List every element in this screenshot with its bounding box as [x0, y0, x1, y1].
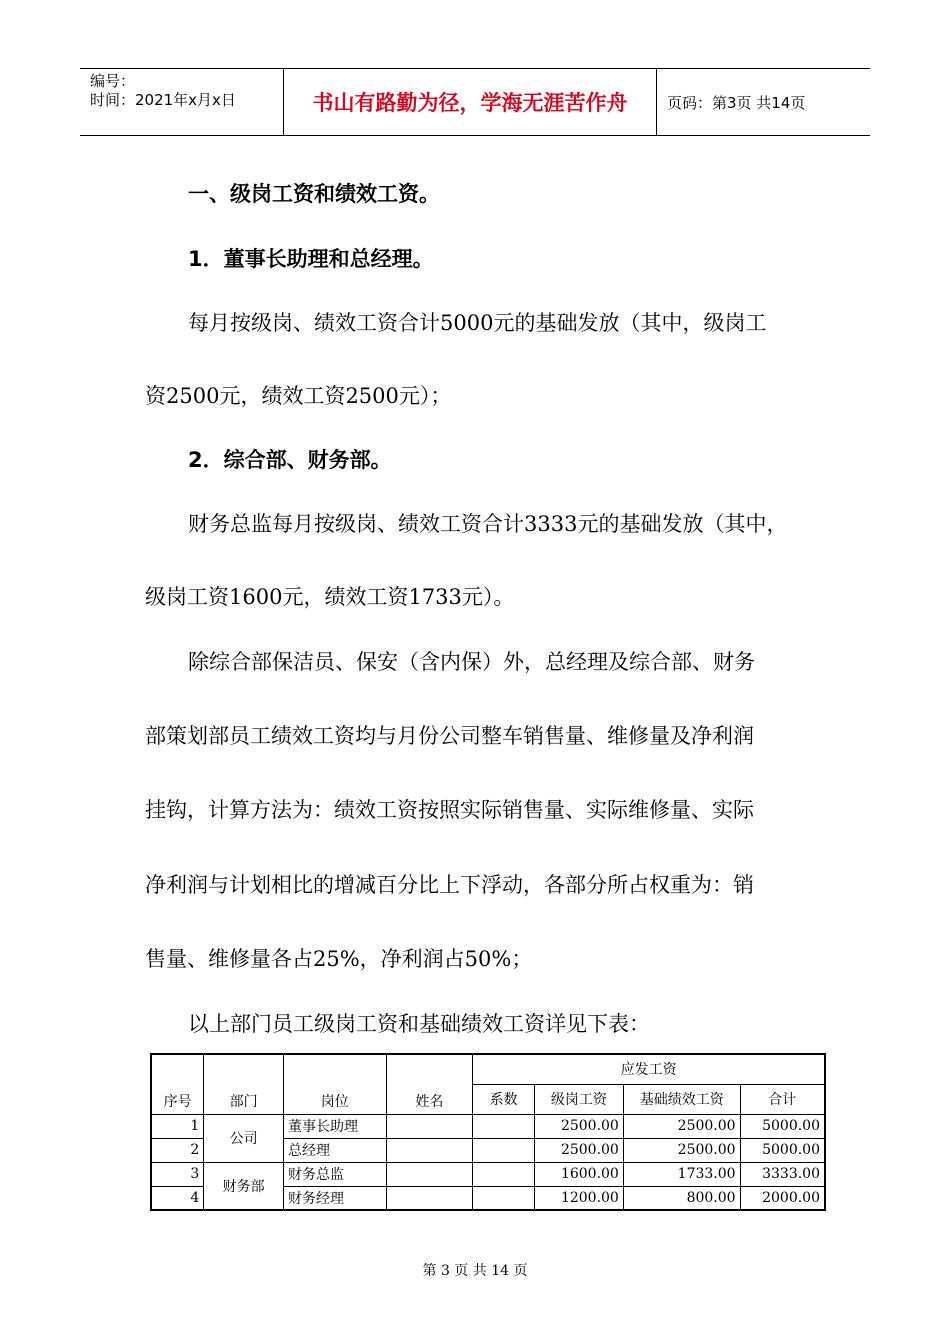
cell-total: 5000.00 [740, 1138, 825, 1162]
paragraph-line: 净利润与计划相比的增减百分比上下浮动，各部分所占权重为：销 [145, 873, 754, 897]
cell-position: 董事长助理 [284, 1114, 387, 1138]
cell-performance-wage: 2500.00 [623, 1138, 740, 1162]
paragraph-line: 资2500元，绩效工资2500元）； [145, 384, 452, 408]
cell-performance-wage: 800.00 [623, 1186, 740, 1210]
section-heading: 一、级岗工资和绩效工资。 [188, 182, 440, 206]
cell-name [386, 1186, 473, 1210]
cell-no: 3 [151, 1162, 204, 1186]
cell-position: 总经理 [284, 1138, 387, 1162]
cell-level-wage: 1200.00 [534, 1186, 623, 1210]
document-date-label: 时间：2021年x月x日 [90, 91, 236, 109]
header-cell-payable: 应发工资 [473, 1054, 825, 1084]
cell-coefficient [473, 1114, 535, 1138]
paragraph-line: 每月按级岗、绩效工资合计5000元的基础发放（其中，级岗工 [188, 311, 767, 335]
cell-coefficient [473, 1186, 535, 1210]
cell-position: 财务经理 [284, 1186, 387, 1210]
paragraph-line: 财务总监每月按级岗、绩效工资合计3333元的基础发放（其中， [188, 512, 788, 536]
paragraph-line: 售量、维修量各占25%，净利润占50%； [145, 947, 533, 971]
cell-department: 财务部 [204, 1162, 284, 1210]
subsection-heading-2: 2．综合部、财务部。 [188, 448, 392, 472]
cell-department: 公司 [204, 1114, 284, 1162]
header-cell-position: 岗位 [284, 1054, 387, 1114]
cell-name [386, 1162, 473, 1186]
header-cell-total: 合计 [740, 1084, 825, 1114]
table-row [151, 1114, 825, 1138]
header-cell-name: 姓名 [386, 1054, 473, 1114]
cell-coefficient [473, 1138, 535, 1162]
cell-performance-wage: 2500.00 [623, 1114, 740, 1138]
cell-total: 3333.00 [740, 1162, 825, 1186]
document-number-label: 编号： [90, 72, 136, 90]
cell-no: 1 [151, 1114, 204, 1138]
cell-level-wage: 2500.00 [534, 1138, 623, 1162]
table-intro: 以上部门员工级岗工资和基础绩效工资详见下表： [188, 1012, 650, 1036]
cell-no: 2 [151, 1138, 204, 1162]
paragraph-line: 除综合部保洁员、保安（含内保）外，总经理及综合部、财务 [188, 650, 755, 674]
cell-no: 4 [151, 1186, 204, 1210]
paragraph-line: 级岗工资1600元，绩效工资1733元）。 [145, 585, 515, 609]
header-cell-no: 序号 [151, 1054, 204, 1114]
header-cell-level-wage: 级岗工资 [534, 1084, 623, 1114]
page-header [80, 68, 870, 136]
cell-level-wage: 1600.00 [534, 1162, 623, 1186]
subsection-heading-1: 1．董事长助理和总经理。 [188, 247, 434, 271]
table-row [151, 1162, 825, 1186]
cell-level-wage: 2500.00 [534, 1114, 623, 1138]
cell-performance-wage: 1733.00 [623, 1162, 740, 1186]
header-cell-department: 部门 [204, 1054, 284, 1114]
header-cell-performance-wage: 基础绩效工资 [623, 1084, 740, 1114]
page-footer: 第 3 页 共 14 页 [422, 1263, 528, 1279]
table-header-row [151, 1054, 825, 1084]
salary-table [150, 1053, 826, 1211]
header-page-info: 页码：第3页 共14页 [667, 93, 806, 112]
cell-name [386, 1114, 473, 1138]
cell-total: 5000.00 [740, 1114, 825, 1138]
cell-coefficient [473, 1162, 535, 1186]
header-motto: 书山有路勤为径，学海无涯苦作舟 [283, 69, 657, 135]
header-cell-coefficient: 系数 [473, 1084, 535, 1114]
cell-total: 2000.00 [740, 1186, 825, 1210]
header-meta [80, 69, 283, 135]
paragraph-line: 部策划部员工绩效工资均与月份公司整车销售量、维修量及净利润 [145, 724, 754, 748]
cell-position: 财务总监 [284, 1162, 387, 1186]
cell-name [386, 1138, 473, 1162]
paragraph-line: 挂钩，计算方法为：绩效工资按照实际销售量、实际维修量、实际 [145, 798, 754, 822]
